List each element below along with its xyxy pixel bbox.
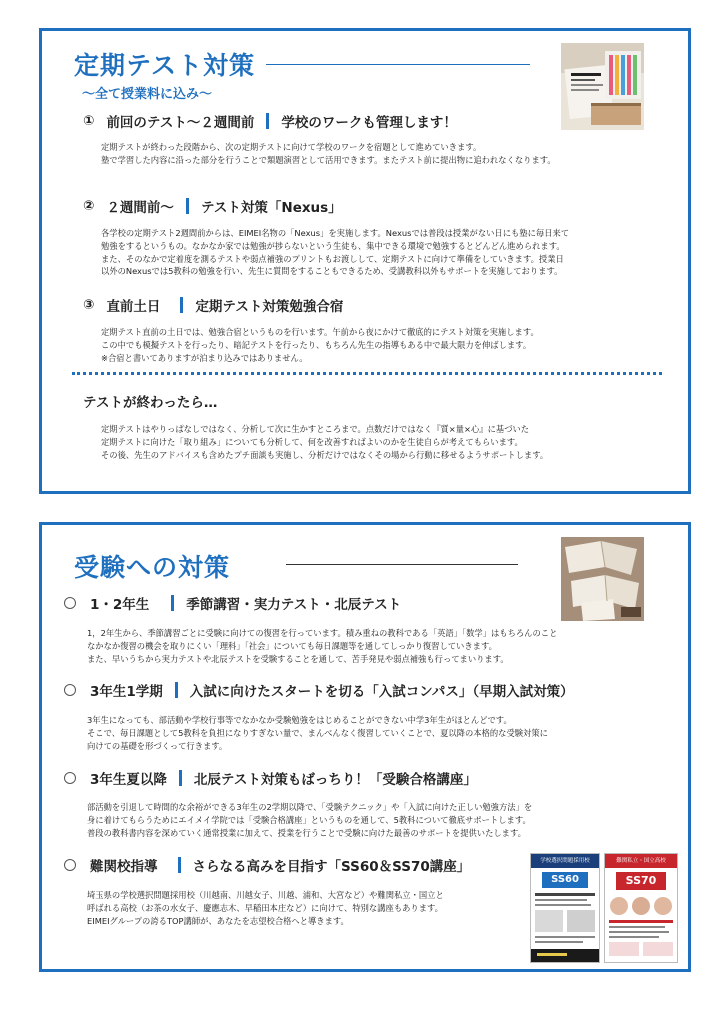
- body-line: 塾で学習した内容に沿った部分を行うことで類題演習として活用できます。またテスト前に提出物に追われなくなります。: [101, 154, 556, 165]
- step-number: ②: [83, 198, 95, 214]
- grade-desc: 季節講習・実力テスト・北辰テスト: [186, 597, 402, 613]
- body-line: 1，2年生から、季節講習ごとに受験に向けての復習を行っています。積み重ねの教科である「英語」「数学」はもちろんのこと: [87, 628, 558, 638]
- body-line: 勉強をするというもの。なかなか家では勉強が捗らないという生徒も、集中できる環境で勉強するとどんどん進められます。: [101, 240, 565, 251]
- bullet-circle-icon: [64, 859, 76, 871]
- grade-desc: さらなる高みを目指す「SS60＆SS70講座」: [192, 859, 471, 875]
- heading-divider: [266, 113, 269, 129]
- heading-divider: [180, 297, 183, 313]
- body-line: 3年生になっても、部活動や学校行事等でなかなか受験勉強をはじめることができない中学3年生がほとんどです。: [87, 715, 512, 725]
- open-books-photo: [561, 537, 644, 621]
- body-line: 埼玉県の学校選択問題採用校（川越南、川越女子、川越、浦和、大宮など）や難関私立・国立と: [87, 890, 444, 900]
- step-desc: テスト対策「Nexus」: [200, 200, 342, 216]
- exam-heading-1: [64, 593, 401, 613]
- body-line: また、そのなかで定着度を測るテストや弱点補強のプリントもお渡しして、定期テストに向けて準備をしていきます。授業日: [101, 253, 564, 264]
- body-line: 定期テストに向けた「取り組み」についても分析して、何を改善すればよいのかを生徒自らが考えてもらいます。: [101, 436, 523, 447]
- step-label: 直前土日: [106, 299, 161, 315]
- section-title: 定期テスト対策: [74, 51, 256, 80]
- step-label: ２週間前〜: [106, 200, 174, 216]
- dotted-divider: [72, 372, 662, 375]
- body-line: 普段の教科書内容を深めていく通常授業に加えて、授業を行うことで受験に向けた最善のサポートを提供いたします。: [87, 827, 526, 838]
- step-number: ③: [83, 297, 95, 313]
- step-body-1: [101, 141, 556, 167]
- ss70-flyer-image: [604, 853, 678, 963]
- body-line: 定期テストはやりっぱなしではなく、分析して次に生かすところまで。点数だけではなく『質×量×心』に基づいた: [101, 424, 530, 434]
- body-line: 以外のNexusでは5教科の勉強を行い、先生に質問をすることもできるため、受講教科以外もサポートを実施しております。: [101, 266, 563, 277]
- step-desc: 学校のワークも管理します！: [281, 115, 457, 131]
- after-test-heading: [83, 391, 217, 411]
- step-heading-1: [83, 111, 457, 131]
- grade-label: 3年生1学期: [90, 684, 163, 700]
- step-body-3: [101, 326, 539, 364]
- body-line: また、早いうちから実力テストや北辰テストを受験することを通して、苦手発見や弱点補強も行ってまいります。: [87, 653, 509, 664]
- body-line: その後、先生のアドバイスも含めたプチ面談も実施し、分析だけではなくその場から行動に移せるようサポートします。: [101, 449, 549, 460]
- step-heading-3: [83, 295, 343, 315]
- step-desc: 定期テスト対策勉強合宿: [195, 299, 344, 315]
- exam-prep-panel: [39, 522, 691, 972]
- exam-heading-4: [64, 855, 470, 875]
- step-number: ①: [83, 113, 95, 129]
- flyer-header: 学校選択問題採用校: [531, 854, 599, 868]
- step-label: 前回のテスト〜２週間前: [106, 115, 255, 131]
- body-line: EIMEIグループの誇るTOP講師が、あなたを志望校合格へと導きます。: [87, 915, 349, 926]
- flyer-badge: SS70: [616, 872, 666, 890]
- after-test-title: テストが終わったら…: [83, 395, 218, 411]
- body-line: ※合宿と書いてありますが泊まり込みではありません。: [101, 352, 308, 363]
- title-rule: [266, 64, 530, 65]
- exam-body-4: [87, 889, 444, 927]
- section-title: 受験への対策: [74, 553, 231, 582]
- body-line: 部活動を引退して時間的な余裕ができる3年生の2学期以降で、「受験テクニック」や「入試に向けた正しい勉強方法」を: [87, 802, 533, 812]
- body-line: なかなか復習の機会を取りにくい「理科」「社会」についても毎日課題等を通してしっかり復習していきます。: [87, 640, 497, 651]
- grade-label: 3年生夏以降: [90, 772, 167, 788]
- body-line: 身に着けてもらうためにエイメイ学院では「受験合格講座」というものを通して、5教科について徹底サポートします。: [87, 814, 531, 825]
- exam-heading-2: [64, 680, 574, 700]
- bullet-circle-icon: [64, 684, 76, 696]
- exam-body-2: [87, 714, 548, 752]
- section-subtitle: 〜全て授業料に込み〜: [82, 87, 213, 102]
- heading-divider: [186, 198, 189, 214]
- flyer-header: 難関私立・国立高校: [605, 854, 677, 868]
- heading-divider: [175, 682, 178, 698]
- body-line: 定期テスト直前の土日では、勉強合宿というものを行います。午前から夜にかけて徹底的にテスト対策を実施します。: [101, 327, 539, 337]
- step-heading-2: [83, 196, 342, 216]
- grade-label: 1・2年生: [90, 597, 150, 613]
- body-line: そこで、毎日課題として5教科を負担になりすぎない量で、まんべんなく復習していくことで、夏以降の本格的な受験対策に: [87, 727, 548, 738]
- body-line: 呼ばれる高校（お茶の水女子、慶應志木、早稲田本庄など）に向けて、特別な講座もあります。: [87, 902, 443, 913]
- grade-label: 難関校指導: [90, 859, 158, 875]
- after-test-body: [101, 423, 548, 461]
- step-body-2: [101, 227, 569, 278]
- body-line: この中でも模擬テストを行ったり、暗記テストを行ったり、もちろん先生の指導もある中で最大限力を伸ばします。: [101, 339, 532, 350]
- heading-divider: [178, 857, 181, 873]
- heading-divider: [179, 770, 182, 786]
- title-rule: [286, 564, 518, 565]
- exam-body-1: [87, 627, 557, 665]
- textbooks-photo: [561, 43, 644, 130]
- exam-body-3: [87, 801, 532, 839]
- heading-divider: [171, 595, 174, 611]
- exam-heading-3: [64, 768, 477, 788]
- body-line: 定期テストが終わった段階から、次の定期テストに向けて学校のワークを宿題として進めていきます。: [101, 142, 482, 152]
- flyer-badge: SS60: [542, 872, 588, 888]
- bullet-circle-icon: [64, 597, 76, 609]
- bullet-circle-icon: [64, 772, 76, 784]
- grade-desc: 北辰テスト対策もばっちり！「受験合格講座」: [193, 772, 477, 788]
- flyer-content-graphic: [605, 892, 677, 962]
- flyer-content-graphic: [531, 891, 599, 963]
- ss60-flyer-image: [530, 853, 600, 963]
- body-line: 向けての基礎を形づくって行きます。: [87, 740, 228, 751]
- regular-test-panel: [39, 28, 691, 494]
- body-line: 各学校の定期テスト2週間前からは、EIMEI名物の「Nexus」を実施します。Nexusでは普段は授業がない日にも塾に毎日来て: [101, 228, 570, 238]
- grade-desc: 入試に向けたスタートを切る「入試コンパス」（早期入試対策）: [189, 684, 574, 700]
